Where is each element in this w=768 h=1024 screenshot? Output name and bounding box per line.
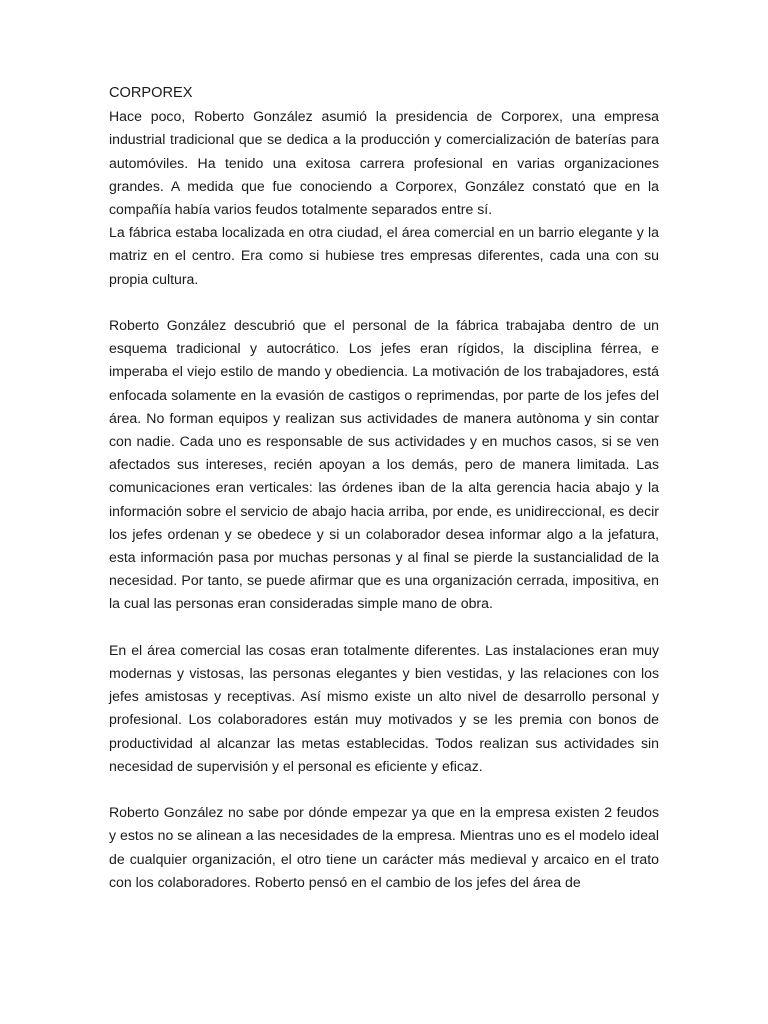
paragraph-locations: La fábrica estaba localizada en otra ciudad, el área comercial en un barrio elegante y la matriz en el centro. Era como si hubiese tres empresas diferentes, cada una con su propia cultura. (109, 224, 659, 287)
document-page (109, 82, 659, 894)
paragraph-commercial-area: En el área comercial las cosas eran totalmente diferentes. Las instalaciones eran muy modernas y vistosas, las personas elegantes y bien vestidas, y las relaciones con los jefes amistosas y receptivas. Así mismo existe un alto nivel de desarrollo personal y profesional. Los colaboradores están muy motivados y se les premia con bonos de productividad al alcanzar las metas establecidas. Todos realizan sus actividades sin necesidad de supervisión y el personal es eficiente y eficaz. (109, 641, 659, 774)
paragraph-factory: Roberto González descubrió que el personal de la fábrica trabajaba dentro de un esquema tradicional y autocrático. Los jefes eran rígidos, la disciplina férrea, e imperaba el viejo estilo de mando y obediencia. La motivación de los trabajadores, está enfocada solamente en la evasión de castigos o reprimendas, por parte de los jefes del área. No forman equipos y realizan sus actividades de manera autònoma y sin contar con nadie. Cada uno es responsable de sus actividades y en muchos casos, si se ven afectados sus intereses, recién apoyan a los demás, pero de manera limitada. Las comunicaciones eran verticales: las órdenes iban de la alta gerencia hacia abajo y la información sobre el servicio de abajo hacia arriba, por ende, es unidireccional, es decir los jefes ordenan y se obedece y si un colaborador desea informar algo a la jefatura, esta información pasa por muchas personas y al final se pierde la sustancialidad de la necesidad. Por tanto, se puede afirmar que es una organización cerrada, impositiva, en la cual las personas eran consideradas simple mano de obra. (109, 317, 659, 612)
paragraph-introduction: Hace poco, Roberto González asumió la presidencia de Corporex, una empresa industrial tradicional que se dedica a la producción y comercialización de baterías para automóviles. Ha tenido una exitosa carrera profesional en varias organizaciones grandes. A medida que fue conociendo a Corporex, González constató que en la compañía había varios feudos totalmente separados entre sí. (109, 108, 659, 218)
document-title: CORPOREX (109, 85, 193, 101)
paragraph-dilemma: Roberto González no sabe por dónde empezar ya que en la empresa existen 2 feudos y estos no se alinean a las necesidades de la empresa. Mientras uno es el modelo ideal de cualquier organización, el otro tiene un carácter más medieval y arcaico en el trato con los colaboradores. Roberto pensó en el cambio de los jefes del área de (109, 804, 659, 890)
